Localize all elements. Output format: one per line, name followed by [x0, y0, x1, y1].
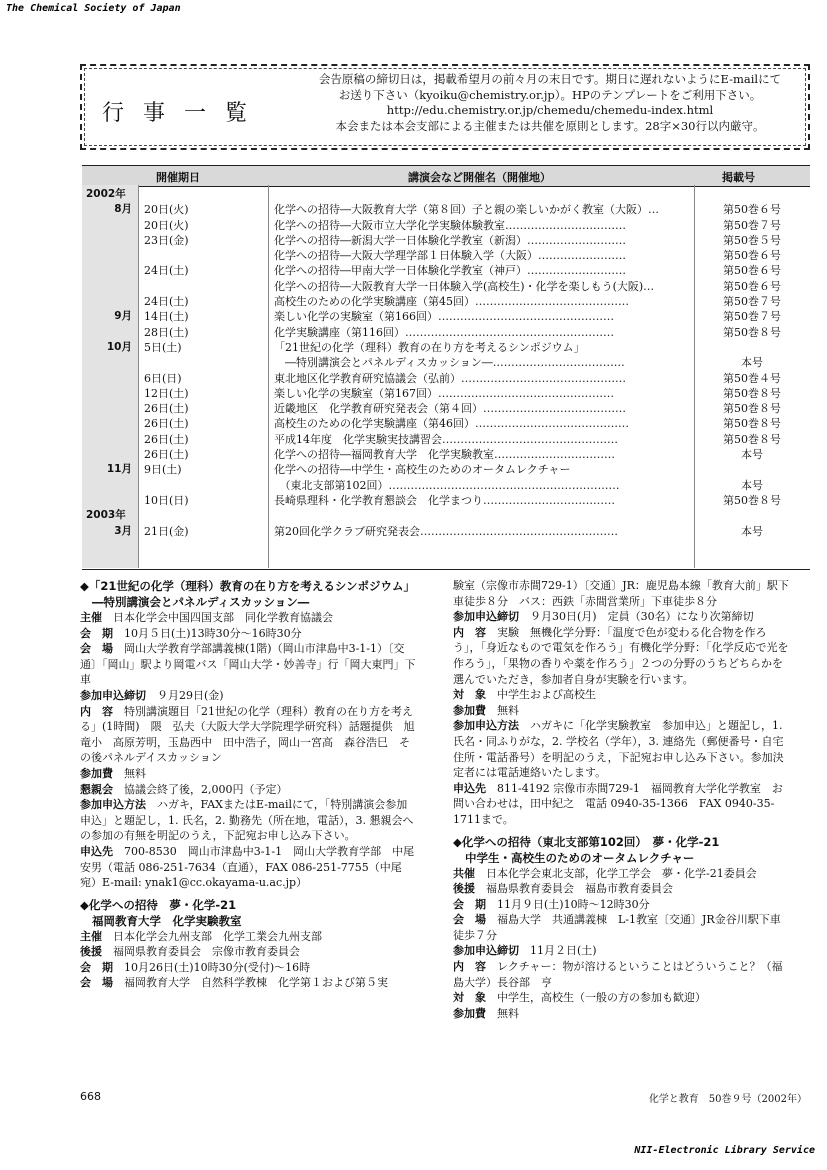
detail-label: 対 象: [453, 991, 486, 1005]
detail-text: 11月２日(土): [530, 944, 597, 958]
event-cell: 平成14年度 化学実験実技講習会…………………………………………: [274, 432, 618, 446]
detail-label: 会 場: [80, 976, 113, 990]
detail-text: 日本化学会東北支部，化学工学会 夢・化学-21委員会: [486, 866, 757, 880]
detail-text: ハガキに「化学実験教室 参加申込」と題記し，1. 氏名・同ふりがな，2. 学校名（学年），3. 連絡先（郵便番号・自宅住所・電話番号）を明記のうえ，下記宛お申し込み下さい。参加決定者には電話連絡いたします。: [453, 719, 784, 780]
notice-line: 本会または本会支部による主催または共催を原則とします。28字×30行以内厳守。: [335, 118, 765, 133]
date-cell: 26日(土): [144, 448, 189, 462]
detail-text: 811-4192 宗像市赤間729-1 福岡教育大学化学教室 お問い合わせは，田中紀之 電話 0940-35-1366 FAX 0940-35-1711まで。: [453, 781, 783, 826]
issue-cell: 第50巻８号: [723, 402, 781, 416]
event-cell: 化学への招待―甲南大学一日体験化学教室（神戸）………………………: [274, 264, 626, 278]
issue-cell: 第50巻７号: [723, 295, 781, 309]
date-cell: 20日(火): [144, 203, 189, 217]
detail-label: 参加申込方法: [453, 719, 519, 733]
table-row: [82, 340, 810, 355]
date-cell: 21日(金): [144, 524, 189, 538]
notice-box: [80, 64, 810, 150]
detail-text: 無料: [124, 766, 146, 780]
detail-text: 福岡県教育委員会 宗像市教育委員会: [113, 945, 300, 959]
detail-label: 会 期: [80, 960, 113, 974]
detail-line: [453, 881, 789, 897]
table-body: [82, 187, 810, 539]
month-cell: 9月: [114, 310, 132, 323]
table-header: [82, 165, 810, 187]
month-cell: 3月: [114, 524, 132, 537]
issue-cell: 第50巻８号: [723, 325, 781, 339]
event-cell: 化学への招待―大阪教育大学（第８回）子と親の楽しいかがく教室（大阪）…: [274, 203, 659, 217]
detail-text: 10月５日(土)13時30分～16時30分: [124, 626, 302, 640]
detail-text: 実験 無機化学分野：「温度で色が変わる化合物を作ろう」，「身近なもので電気を作ろう」有機化学分野：「化学反応で光を作ろう」，「果物の香りや薬を作ろう」２つの分野のうちどちらかを選んでいただき，参加者自身が実験を行います。: [453, 625, 789, 686]
article-details: [80, 610, 416, 891]
left-column: [80, 578, 416, 991]
detail-text: 福島大学 共通講義棟 L-1教室〔交通〕JR金谷川駅下車徒歩７分: [453, 913, 781, 942]
detail-label: 参加申込締切: [453, 944, 519, 958]
event-cell: 化学への招待―新潟大学一日体験化学教室（新潟）………………………: [274, 233, 626, 247]
detail-text: 福島県教育委員会 福島市教育委員会: [486, 882, 673, 896]
date-cell: 6日(日): [144, 371, 182, 385]
table-row: [82, 462, 810, 477]
issue-cell: 第50巻８号: [723, 386, 781, 400]
detail-line: [453, 781, 789, 828]
notice-text: [300, 72, 800, 134]
article-details: [453, 578, 789, 828]
date-cell: 28日(土): [144, 325, 189, 339]
event-cell: 化学への招待―中学生・高校生のためのオータムレクチャー: [274, 463, 571, 477]
detail-text: 無料: [497, 1006, 519, 1020]
table-row: [82, 294, 810, 309]
detail-label: 後援: [453, 882, 475, 896]
detail-text: 協議会終了後，2,000円（予定）: [124, 782, 288, 796]
right-column: [453, 578, 789, 1021]
detail-line: [80, 782, 416, 798]
notice-line: お送り下さい（kyoiku@chemistry.or.jp）。HPのテンプレートをご利用下さい。: [338, 87, 762, 102]
event-cell: 楽しい化学の実験室（第166回）…………………………………………: [274, 310, 614, 324]
detail-line: [80, 688, 416, 704]
detail-label: 参加費: [80, 766, 113, 780]
article-subtitle: 中学生・高校生のためのオータムレクチャー: [465, 850, 695, 865]
detail-label: 参加申込締切: [453, 610, 519, 624]
header-date: 開催期日: [156, 171, 200, 184]
table-row: [82, 325, 810, 340]
detail-label: 内 容: [453, 625, 486, 639]
date-cell: 24日(土): [144, 264, 189, 278]
table-row: [82, 309, 810, 324]
date-cell: 26日(土): [144, 402, 189, 416]
detail-label: 対 象: [453, 688, 486, 702]
issue-cell: 第50巻７号: [723, 310, 781, 324]
detail-line: [453, 959, 789, 990]
article-title: ◆化学への招待（東北支部第102回） 夢・化学-21: [453, 834, 720, 849]
detail-line: [453, 625, 789, 687]
table-row: [82, 355, 810, 370]
journal-issue: 化学と教育 50巻９号（2002年）: [648, 1094, 807, 1105]
detail-label: 共催: [453, 866, 475, 880]
table-row: [82, 279, 810, 294]
month-cell: 10月: [106, 340, 132, 353]
detail-line: [80, 641, 416, 688]
date-cell: 10日(日): [144, 493, 189, 507]
detail-line: [453, 687, 789, 703]
table-row: [82, 386, 810, 401]
table-row: [82, 416, 810, 431]
detail-line: [80, 975, 416, 991]
detail-line: [453, 1006, 789, 1022]
year-cell: 2002年: [86, 188, 126, 200]
event-cell: 化学実験講座（第116回）…………………………………………………: [274, 325, 614, 339]
date-cell: 26日(土): [144, 417, 189, 431]
detail-label: 参加費: [453, 1006, 486, 1020]
article-title: ◆化学への招待 夢・化学-21: [80, 897, 237, 912]
detail-text: 10月26日(土)10時30分(受付)～16時: [124, 960, 311, 974]
table-row: [82, 401, 810, 416]
table-row: [82, 233, 810, 248]
detail-text: 無料: [497, 703, 519, 717]
issue-cell: 第50巻６号: [723, 279, 781, 293]
table-row: [82, 524, 810, 539]
event-cell: 近畿地区 化学教育研究発表会（第４回）…………………………………: [274, 402, 626, 416]
event-cell: 化学への招待―大阪教育大学一日体験入学(高校生)・化学を楽しもう(大阪)…: [274, 279, 655, 293]
notice-line: http://edu.chemistry.or.jp/chemedu/chemedu-index.html: [386, 103, 714, 117]
article-subtitle: ―特別講演会とパネルディスカッション―: [92, 595, 310, 609]
library-service-label: NII-Electronic Library Service: [634, 1145, 815, 1156]
detail-label: 懇親会: [80, 782, 113, 796]
notice-line: 会告原稿の締切日は，掲載希望月の前々月の末日です。期日に遅れないようにE-mailにて: [318, 72, 782, 86]
detail-text: 日本化学会九州支部 化学工業会九州支部: [113, 929, 322, 943]
detail-label: 申込先: [80, 844, 113, 858]
detail-label: 内 容: [80, 704, 113, 718]
table-row: [82, 493, 810, 508]
issue-cell: 第50巻４号: [723, 371, 781, 385]
event-cell: ―特別講演会とパネルディスカッション―………………………………: [274, 356, 625, 370]
issue-cell: 第50巻６号: [723, 249, 781, 263]
article-subtitle: 福岡教育大学 化学実験教室: [92, 913, 242, 928]
event-cell: 第20回化学クラブ研究発表会………………………………………………: [274, 524, 618, 538]
table-row: [82, 478, 810, 493]
detail-text: 11月９日(土)10時～12時30分: [497, 897, 650, 911]
event-cell: 化学への招待―大阪市立大学化学実験体験教室……………………………: [274, 218, 626, 232]
date-cell: 9日(土): [144, 463, 182, 477]
detail-line: [453, 609, 789, 625]
detail-label: 参加費: [453, 703, 486, 717]
detail-text: 岡山大学教育学部講義棟(1階)（岡山市津島中3-1-1）〔交通〕「岡山」駅より岡電バス「岡山大学・妙善寺」行「岡大東門」下車: [80, 642, 416, 687]
notice-title: 行事一覧: [102, 101, 267, 126]
detail-line: [80, 766, 416, 782]
detail-label: 会 場: [453, 913, 486, 927]
date-cell: 5日(土): [144, 340, 182, 354]
detail-label: 会 期: [80, 626, 113, 640]
detail-label: 申込先: [453, 781, 486, 795]
date-cell: 12日(土): [144, 386, 189, 400]
detail-line: [453, 578, 789, 609]
date-cell: 20日(火): [144, 218, 189, 232]
issue-cell: 本号: [741, 448, 763, 462]
table-row: [82, 371, 810, 386]
detail-label: 会 期: [453, 897, 486, 911]
detail-line: [80, 929, 416, 945]
table-row: [82, 248, 810, 263]
issue-cell: 本号: [741, 524, 763, 538]
detail-text: 日本化学会中国四国支部 同化学教育協議会: [113, 611, 333, 624]
event-cell: （東北支部第102回）………………………………………………………: [274, 478, 620, 492]
detail-text: レクチャー：物が溶けるということはどういうこと？（福島大学）長谷部 亨: [453, 960, 783, 989]
event-cell: 長崎県理科・化学教育懇談会 化学まつり………………………………: [274, 493, 615, 507]
detail-line: [80, 944, 416, 960]
detail-line: [453, 718, 789, 780]
detail-label: 後援: [80, 945, 102, 959]
table-row: [82, 263, 810, 278]
event-cell: 化学への招待―福岡教育大学 化学実験教室……………………………: [274, 448, 615, 462]
publisher-label: The Chemical Society of Japan: [6, 3, 181, 14]
issue-cell: 第50巻６号: [723, 203, 781, 217]
detail-label: 会 場: [80, 642, 113, 656]
detail-text: ハガキ，FAXまたはE-mailにて，「特別講演会参加申込」と題記し，1. 氏名，2. 勤務先（所在地，電話），3. 懇親会への参加の有無を明記のうえ，下記宛お申し込み下さい。: [80, 798, 414, 843]
detail-text: 中学生および高校生: [497, 688, 596, 702]
event-cell: 楽しい化学の実験室（第167回）…………………………………………: [274, 386, 614, 400]
detail-line: [453, 990, 789, 1006]
table-row: [82, 432, 810, 447]
issue-cell: 本号: [741, 478, 763, 492]
detail-text: ９月30日(月) 定員（30名）になり次第締切: [530, 610, 754, 624]
detail-label: 参加申込方法: [80, 798, 146, 812]
detail-line: [453, 866, 789, 882]
issue-cell: 本号: [741, 356, 763, 370]
date-cell: 26日(土): [144, 432, 189, 446]
event-cell: 高校生のための化学実験講座（第45回）……………………………………: [274, 295, 629, 309]
detail-line: [80, 610, 416, 626]
issue-cell: 第50巻８号: [723, 493, 781, 507]
detail-line: [80, 626, 416, 642]
detail-line: [453, 897, 789, 913]
table-row: [82, 508, 810, 523]
event-cell: 高校生のための化学実験講座（第46回）……………………………………: [274, 417, 629, 431]
page-number: 668: [80, 1090, 101, 1103]
detail-label: 内 容: [453, 960, 486, 974]
month-cell: 8月: [114, 203, 132, 216]
detail-text: 特別講演題目「21世紀の化学（理科）教育の在り方を考える」(1時間) 隈 弘夫（大阪大学大学院理学研究科）話題提供 旭竜小 高原芳明，玉島西中 田中浩子，岡山一宮高 森谷浩巳 その後パネルデイスカッション: [80, 704, 415, 765]
event-cell: 化学への招待―大阪大学理学部１日体験入学（大阪）……………………: [274, 249, 626, 263]
table-row: [82, 187, 810, 202]
event-cell: 東北地区化学教育研究協議会（弘前）………………………………………: [274, 371, 626, 385]
detail-text: 験室（宗像市赤間729-1）〔交通〕JR：鹿児島本線「教育大前」駅下車徒歩８分 バス：西鉄「赤間営業所」下車徒歩８分: [453, 579, 789, 608]
issue-cell: 第50巻７号: [723, 218, 781, 232]
issue-cell: 第50巻８号: [723, 432, 781, 446]
detail-text: 700-8530 岡山市津島中3-1-1 岡山大学教育学部 中尾安男（電話 086-251-7634（直通），FAX 086-251-7755（中尾宛）E-mail: ynak1@cc.okayama-u.ac.jp）: [80, 844, 415, 890]
table-row: [82, 218, 810, 233]
date-cell: 14日(土): [144, 310, 189, 324]
detail-line: [80, 844, 416, 891]
detail-line: [453, 912, 789, 943]
detail-text: ９月29日(金): [157, 688, 224, 702]
header-event: 講演会など開催名（開催地）: [408, 171, 551, 184]
detail-line: [453, 943, 789, 959]
header-issue: 掲載号: [722, 171, 755, 184]
month-cell: 11月: [106, 463, 132, 476]
article-details: [80, 929, 416, 991]
detail-line: [453, 703, 789, 719]
detail-label: 主催: [80, 611, 102, 624]
detail-text: 福岡教育大学 自然科学教棟 化学第１および第５実: [124, 976, 388, 990]
issue-cell: 第50巻８号: [723, 417, 781, 431]
issue-cell: 第50巻６号: [723, 264, 781, 278]
detail-label: 主催: [80, 929, 102, 943]
table-row: [82, 447, 810, 462]
table-bottom-rule: [82, 569, 810, 570]
detail-line: [80, 960, 416, 976]
detail-line: [80, 704, 416, 766]
issue-cell: 第50巻５号: [723, 233, 781, 247]
year-cell: 2003年: [86, 509, 126, 522]
table-row: [82, 202, 810, 217]
article-details: [453, 866, 789, 1022]
date-cell: 23日(金): [144, 233, 189, 247]
detail-label: 参加申込締切: [80, 688, 146, 702]
article-title: ◆「21世紀の化学（理科）教育の在り方を考えるシンポジウム」: [80, 579, 415, 593]
schedule-table: [82, 165, 810, 538]
detail-text: 中学生，高校生（一般の方の参加も歓迎）: [497, 991, 706, 1005]
date-cell: 24日(土): [144, 295, 189, 309]
event-cell: 「21世紀の化学（理科）教育の在り方を考えるシンポジウム」: [274, 340, 585, 354]
detail-line: [80, 797, 416, 844]
